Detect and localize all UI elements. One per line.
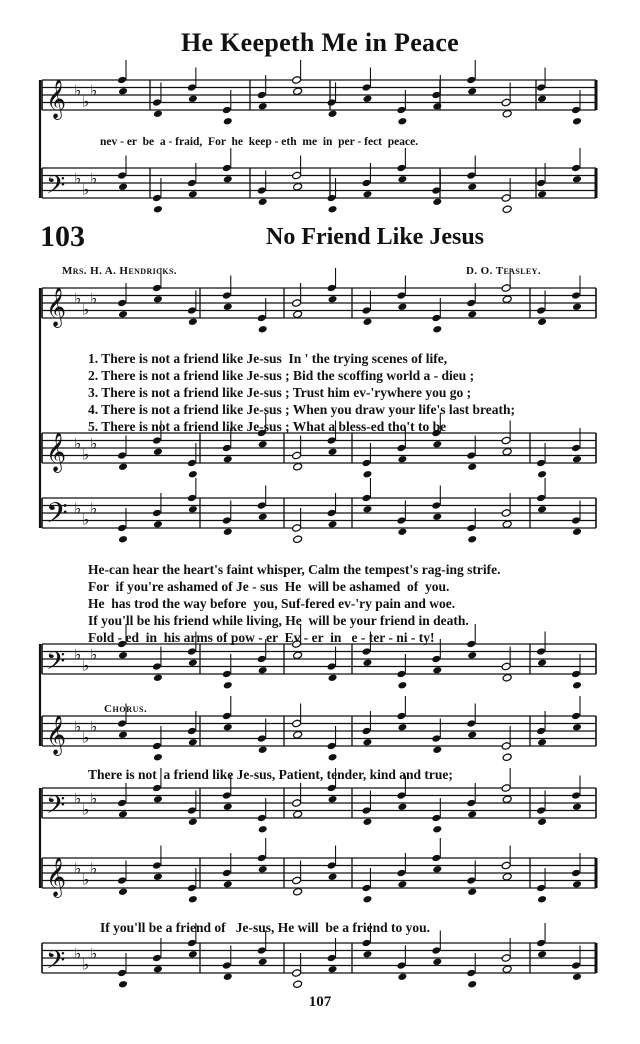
svg-text:♭: ♭ — [82, 728, 90, 747]
svg-text:♭: ♭ — [74, 645, 82, 664]
prev-hymn-title: He Keepeth Me in Peace — [180, 28, 460, 57]
svg-text:♭: ♭ — [90, 289, 98, 308]
hymn-number: 103 — [40, 220, 85, 253]
svg-text:♭: ♭ — [74, 789, 82, 808]
verse-2-line2: For if you're ashamed of Je - sus He will be ashamed of you. — [88, 579, 450, 594]
svg-text:♭: ♭ — [74, 499, 82, 518]
svg-text:♭: ♭ — [90, 717, 98, 736]
svg-text:♭: ♭ — [90, 81, 98, 100]
svg-text:♭: ♭ — [82, 800, 90, 819]
svg-text:♭: ♭ — [82, 510, 90, 529]
verse-4-line2: If you'll be his friend while living, He will be your friend in death. — [88, 613, 469, 628]
svg-text:𝄞: 𝄞 — [46, 287, 67, 327]
verse-5-line1: 5. There is not a friend like Je-sus ; What a bless-ed tho't to be — [88, 419, 447, 434]
svg-text:𝄢: 𝄢 — [46, 647, 66, 682]
chorus-line1: There is not a friend like Je-sus, Patient, tender, kind and true; — [88, 767, 453, 782]
svg-text:♭: ♭ — [74, 434, 82, 453]
verse-4-line1: 4. There is not a friend like Je-sus ; When you draw your life's last breath; — [88, 402, 516, 417]
verse-1-line2: He-can hear the heart's faint whisper, Calm the tempest's rag-ing strife. — [88, 562, 501, 577]
svg-text:♭: ♭ — [90, 859, 98, 878]
verses-line2 — [88, 561, 500, 646]
verse-1-line1: 1. There is not a friend like Je-sus In ' the trying scenes of life, — [88, 351, 448, 366]
svg-text:♭: ♭ — [90, 169, 98, 188]
svg-text:♭: ♭ — [74, 169, 82, 188]
svg-text:♭: ♭ — [74, 289, 82, 308]
verse-2-line1: 2. There is not a friend like Je-sus ; Bid the scoffing world a - dieu ; — [88, 368, 475, 383]
svg-text:♭: ♭ — [74, 859, 82, 878]
hymn-title: No Friend Like Jesus — [265, 224, 484, 250]
svg-text:♭: ♭ — [74, 717, 82, 736]
prev-hymn-lyric: nev - er be a - fraid, For he keep - eth me in per - fect peace. — [100, 136, 419, 148]
svg-text:𝄢: 𝄢 — [46, 791, 66, 826]
svg-text:𝄞: 𝄞 — [46, 432, 67, 472]
svg-text:♭: ♭ — [74, 944, 82, 963]
svg-text:𝄢: 𝄢 — [46, 946, 66, 981]
svg-text:♭: ♭ — [74, 81, 82, 100]
svg-text:♭: ♭ — [82, 955, 90, 974]
svg-text:𝄢: 𝄢 — [46, 171, 66, 206]
svg-text:𝄞: 𝄞 — [46, 857, 67, 897]
page-number: 107 — [308, 994, 332, 1010]
svg-text:♭: ♭ — [82, 870, 90, 889]
svg-text:♭: ♭ — [90, 499, 98, 518]
words-credit: Mrs. H. A. Hendricks. — [62, 265, 177, 277]
chorus-line2: If you'll be a friend of Je-sus, He will be a friend to you. — [100, 920, 430, 935]
svg-text:♭: ♭ — [82, 656, 90, 675]
svg-text:𝄞: 𝄞 — [46, 715, 67, 755]
music-credit: D. O. Teasley. — [466, 265, 541, 277]
svg-text:♭: ♭ — [90, 645, 98, 664]
svg-text:♭: ♭ — [82, 445, 90, 464]
verse-3-line2: He has trod the way before you, Suf-fered ev-'ry pain and woe. — [88, 596, 456, 611]
chorus-label: Chorus. — [104, 703, 148, 715]
svg-text:♭: ♭ — [82, 92, 90, 111]
verses-line1 — [88, 350, 515, 435]
svg-text:♭: ♭ — [90, 944, 98, 963]
verse-5-line2: Fold - ed in his arms of pow - er Ev - er in e - ter - ni - ty! — [88, 630, 435, 645]
svg-text:♭: ♭ — [90, 789, 98, 808]
svg-text:𝄞: 𝄞 — [46, 79, 67, 119]
svg-text:𝄢: 𝄢 — [46, 497, 68, 537]
svg-text:♭: ♭ — [90, 434, 98, 453]
svg-text:♭: ♭ — [82, 300, 90, 319]
verse-3-line1: 3. There is not a friend like Je-sus ; Trust him ev-'rywhere you go ; — [88, 385, 472, 400]
svg-text:♭: ♭ — [82, 180, 90, 199]
